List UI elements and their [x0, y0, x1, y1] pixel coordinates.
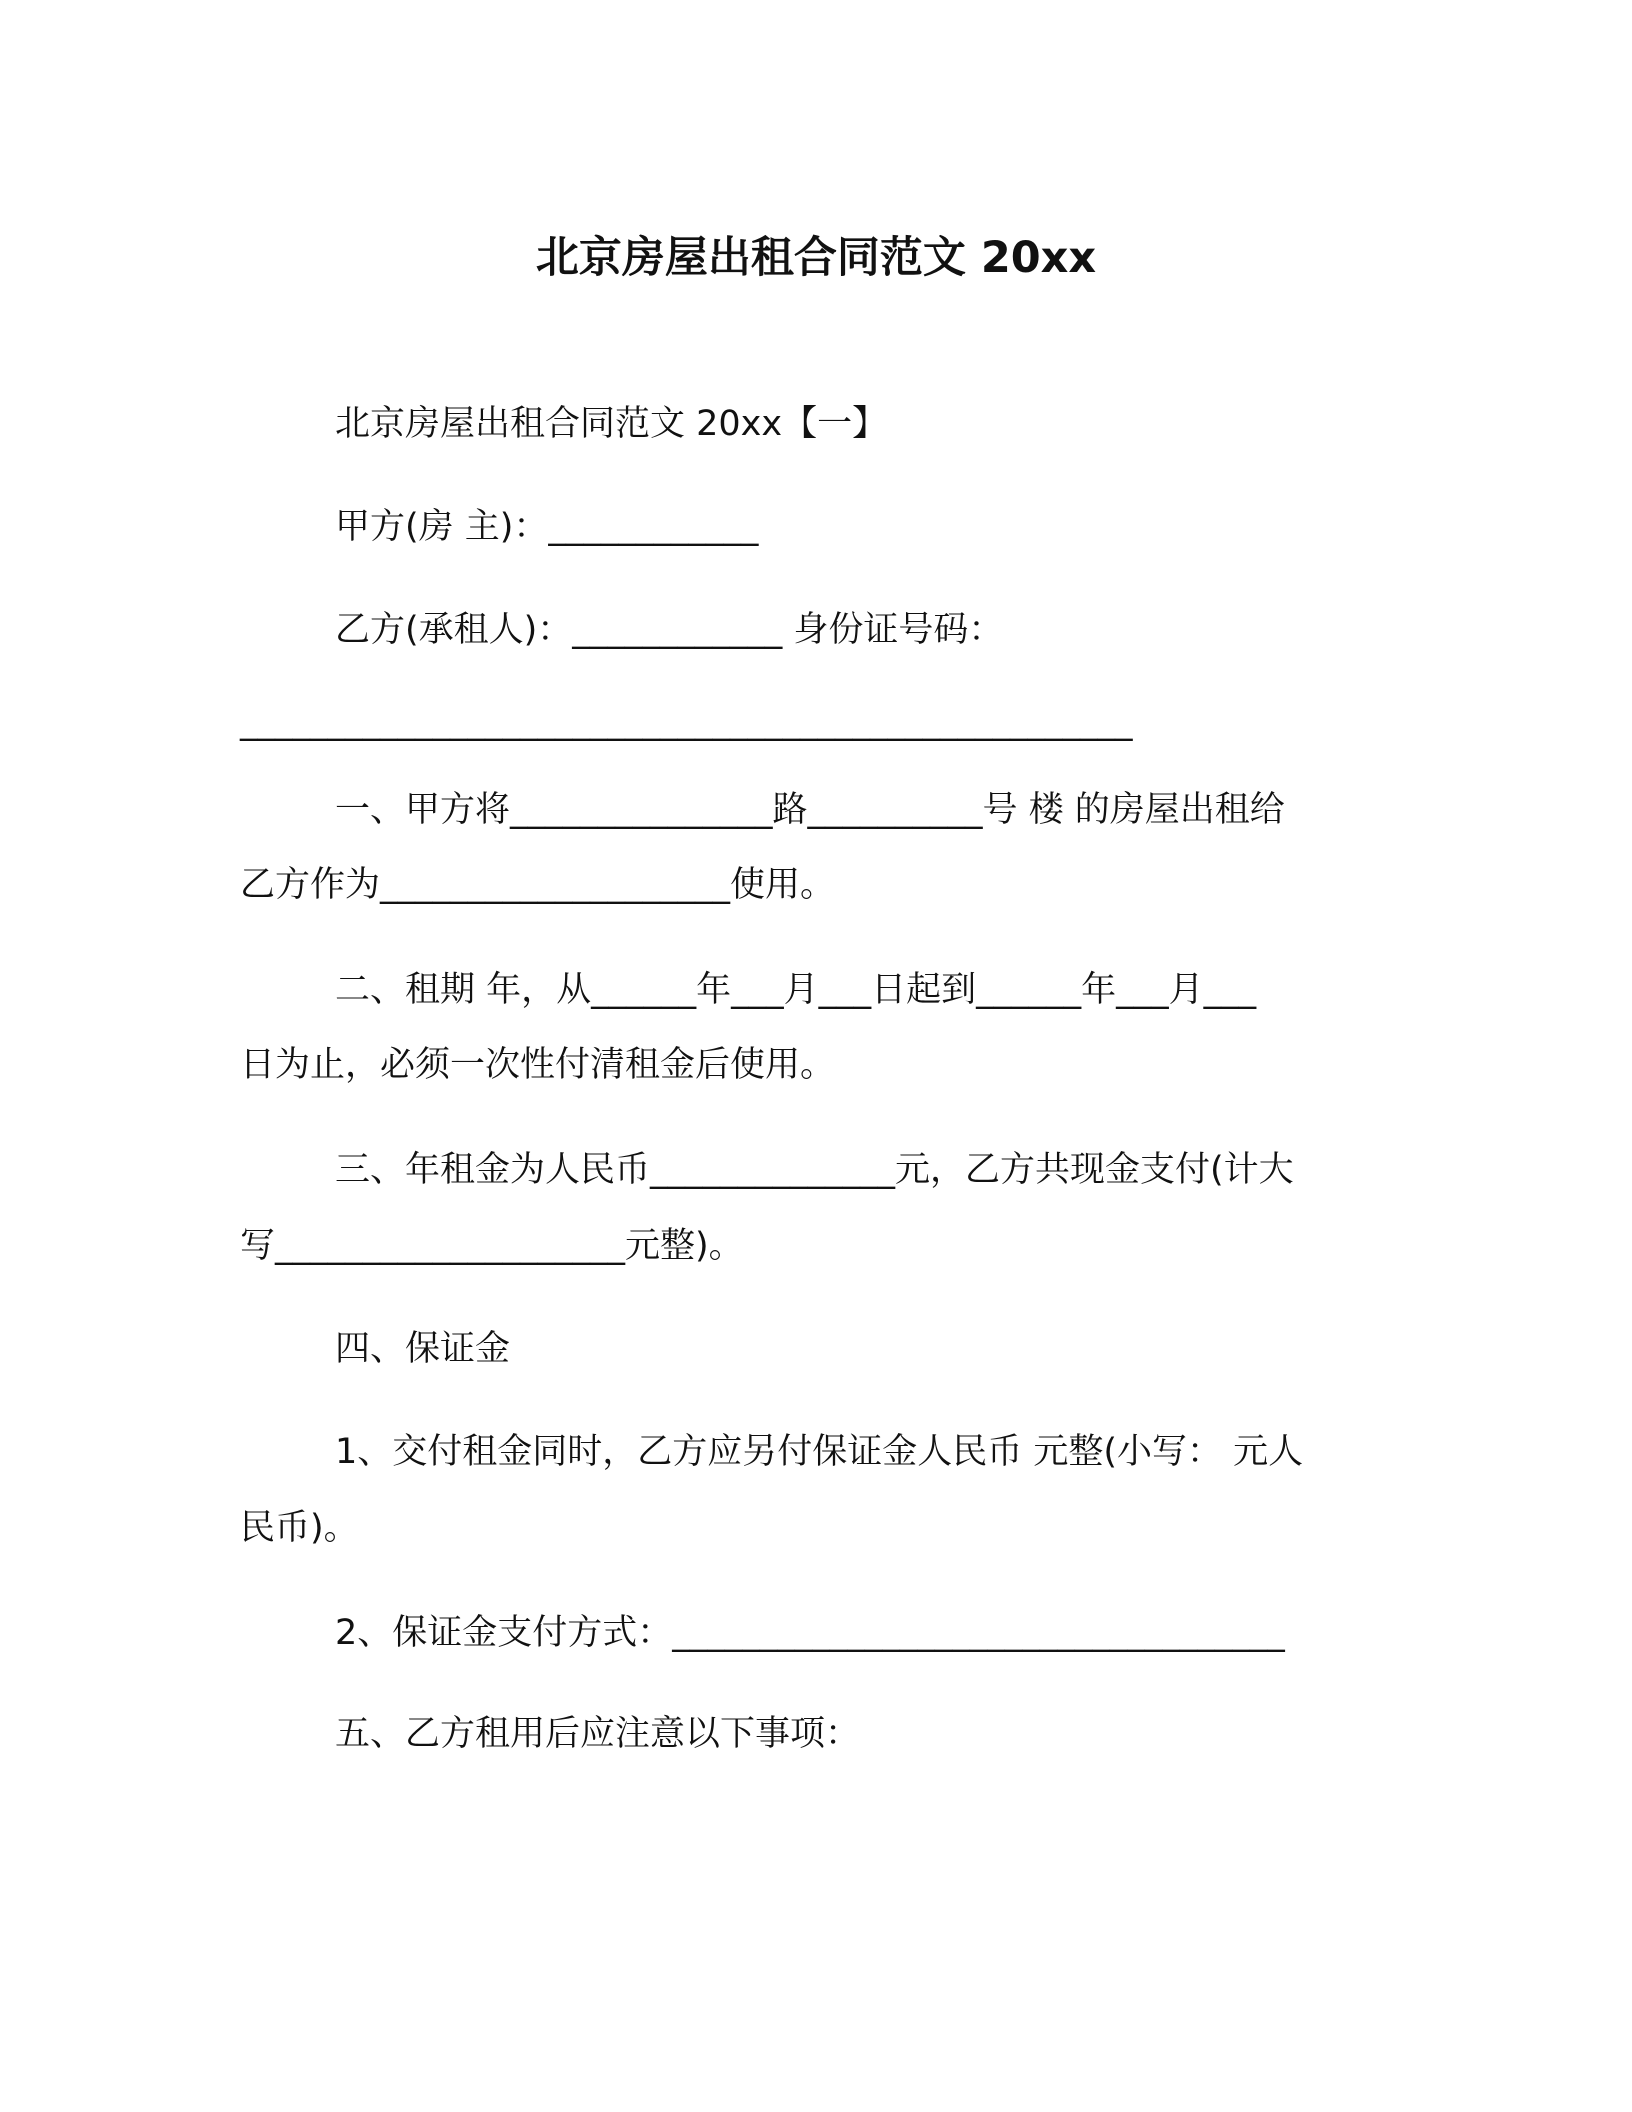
id-number-blank-line: ___________________________________________________	[240, 702, 1133, 742]
clause-5-heading: 五、乙方租用后应注意以下事项：	[335, 1714, 861, 1754]
clause-2-line-2: 日为止，必须一次性付清租金后使用。	[240, 1045, 836, 1085]
clause-4-1-line-2: 民币)。	[240, 1508, 359, 1548]
section-heading: 北京房屋出租合同范文 20xx【一】	[335, 404, 888, 444]
clause-4-1-line-1: 1、交付租金同时，乙方应另付保证金人民币 元整(小写： 元人	[335, 1432, 1304, 1472]
clause-4-heading: 四、保证金	[335, 1329, 511, 1369]
clause-2-line-1: 二、租期 年，从______年___月___日起到______年___月___	[335, 970, 1257, 1010]
party-a-line: 甲方(房 主)：____________	[335, 507, 759, 547]
clause-3-line-1: 三、年租金为人民币______________元，乙方共现金支付(计大	[335, 1150, 1294, 1190]
document-title: 北京房屋出租合同范文 20xx	[535, 233, 1097, 283]
clause-4-2-line: 2、保证金支付方式：___________________________________	[335, 1613, 1285, 1653]
party-b-line: 乙方(承租人)：____________ 身份证号码：	[335, 610, 1004, 650]
clause-1-line-1: 一、甲方将_______________路__________号 楼 的房屋出租给	[335, 790, 1285, 830]
clause-3-line-2: 写____________________元整)。	[240, 1226, 744, 1266]
clause-1-line-2: 乙方作为____________________使用。	[240, 865, 836, 905]
